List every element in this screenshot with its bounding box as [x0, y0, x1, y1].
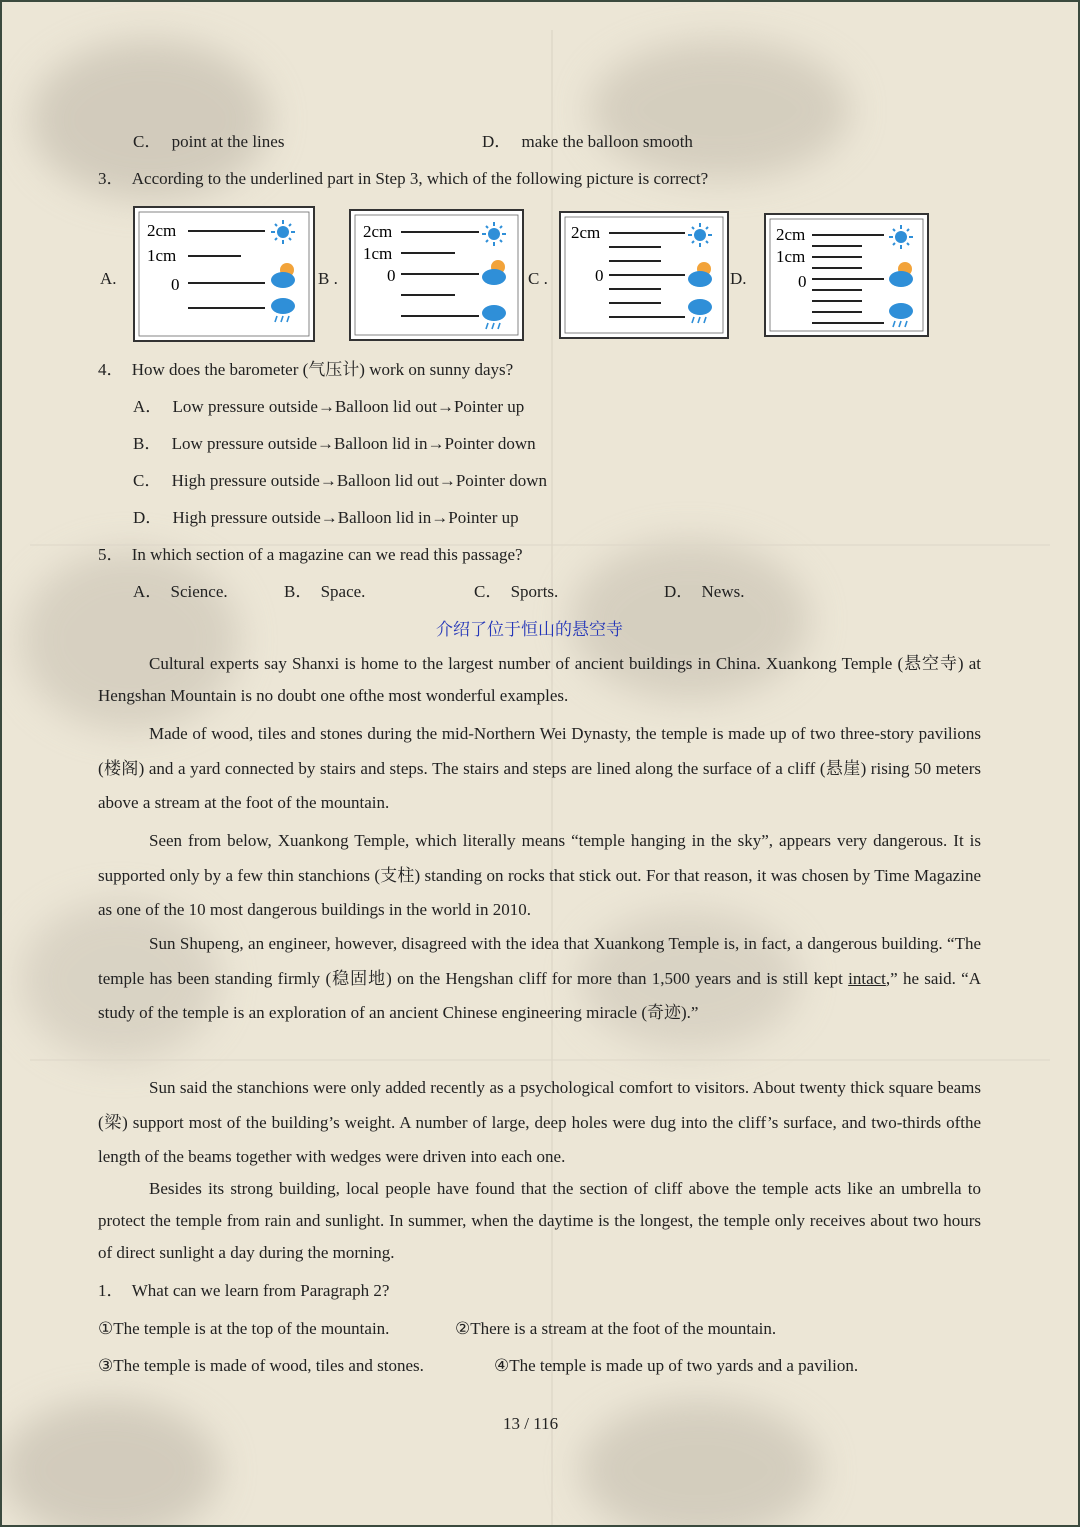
scale-label: 1cm — [776, 247, 806, 266]
question-number: 1． — [98, 1281, 124, 1300]
scale-label: 1cm — [363, 244, 393, 263]
option-text: make the balloon smooth — [521, 132, 693, 151]
q3-option-c-label[interactable]: C . — [528, 269, 548, 288]
passage-question-1 — [98, 1280, 389, 1302]
scale-label: 0 — [171, 275, 180, 294]
option-text: Sports. — [510, 582, 559, 601]
q5-option-d[interactable] — [664, 581, 745, 603]
scale-label: 2cm — [363, 222, 393, 241]
passage-paragraph-2: Made of wood, tiles and stones during the mid-Northern Wei Dynasty, the temple is made up of two three-story pavilions (楼阁) and a yard connected by stairs and steps. The stairs and steps are lined along the surface of a cliff (悬崖) rising 50 meters above a stream at the foot of the mountain. — [98, 724, 981, 812]
q3-picture-a[interactable] — [133, 206, 315, 342]
scale-label: 0 — [595, 266, 604, 285]
option-label: C． — [133, 132, 162, 151]
option-label: A． — [133, 397, 163, 416]
option-text: News. — [701, 582, 745, 601]
option-text: Low pressure outside→Balloon lid in→Pointer down — [171, 434, 536, 453]
option-label: B． — [133, 434, 162, 453]
q4-option-c[interactable] — [133, 470, 547, 492]
paragraph-text: Sun Shupeng, an engineer, however, disagreed with the idea that Xuankong Temple is, in fact, a dangerous building. “The temple has been standing firmly (稳固地) on the Hengshan cliff for more than 1,500 years and is still kept — [98, 934, 981, 988]
passage-paragraph-1: Cultural experts say Shanxi is home to the largest number of ancient buildings in China. Xuankong Temple (悬空寺) at Hengshan Mountain is no doubt one ofthe most wonderful examples. — [98, 654, 981, 705]
question-text: According to the underlined part in Step 3, which of the following picture is correct? — [131, 169, 709, 188]
scale-label: 0 — [387, 266, 396, 285]
option-label: D． — [133, 508, 163, 527]
q2-option-c[interactable] — [133, 131, 284, 153]
paragraph-text: ,” he said. “A study of the temple is an exploration of an ancient Chinese engineering miracle (奇迹).” — [98, 968, 981, 1022]
option-text: High pressure outside→Balloon lid out→Pointer down — [171, 471, 547, 490]
q3-option-d-label[interactable]: D. — [730, 269, 747, 288]
question-number: 4． — [98, 360, 124, 379]
question-text: How does the barometer (气压计) work on sunny days? — [131, 360, 514, 379]
q3-picture-d[interactable] — [764, 213, 929, 337]
question-text: In which section of a magazine can we read this passage? — [131, 545, 523, 564]
passage-heading: 介绍了位于恒山的悬空寺 — [436, 620, 623, 639]
passage-paragraph-3: Seen from below, Xuankong Temple, which literally means “temple hanging in the sky”, appears very dangerous. It is supported only by a few thin stanchions (支柱) standing on rocks that stick out. For that reason, it was chosen by Time Magazine as one of the 10 most dangerous buildings in the world in 2010. — [98, 831, 981, 919]
scale-label: 2cm — [571, 223, 601, 242]
question-4 — [98, 359, 513, 381]
q5-option-b[interactable] — [284, 581, 365, 603]
statement-2: ②There is a stream at the foot of the mountain. — [455, 1319, 777, 1338]
option-text: Space. — [320, 582, 366, 601]
q3-option-b-label[interactable]: B . — [318, 269, 338, 288]
q2-option-d[interactable] — [482, 131, 693, 153]
option-text: Low pressure outside→Balloon lid out→Pointer up — [172, 397, 525, 416]
question-number: 3． — [98, 169, 124, 188]
question-3 — [98, 168, 708, 190]
scale-label: 2cm — [147, 221, 177, 240]
q4-option-a[interactable] — [133, 396, 524, 418]
option-text: Science. — [170, 582, 228, 601]
option-label: A． — [133, 582, 163, 601]
page-number: 13 / 116 — [503, 1414, 559, 1433]
option-label: C． — [133, 471, 162, 490]
option-label: D． — [664, 582, 694, 601]
option-text: High pressure outside→Balloon lid in→Pointer up — [172, 508, 519, 527]
q3-picture-c[interactable] — [559, 211, 729, 339]
statement-4: ④The temple is made up of two yards and a pavilion. — [494, 1356, 859, 1375]
statement-1: ①The temple is at the top of the mountain. — [98, 1319, 390, 1338]
q3-option-a-label[interactable]: A. — [100, 269, 117, 288]
q4-option-d[interactable] — [133, 507, 519, 529]
scale-label: 2cm — [776, 225, 806, 244]
q4-option-b[interactable] — [133, 433, 536, 455]
question-5 — [98, 544, 523, 566]
statement-3: ③The temple is made of wood, tiles and stones. — [98, 1356, 424, 1375]
passage-paragraph-5: Sun said the stanchions were only added recently as a psychological comfort to visitors. About twenty thick square beams (梁) support most of the building’s weight. A number of large, deep holes were dug into the cliff’s surface, and two-thirds ofthe length of the beams together with wedges were driven into each one. — [98, 1078, 981, 1166]
q5-option-a[interactable] — [133, 581, 228, 603]
q5-option-c[interactable] — [474, 581, 558, 603]
question-text: What can we learn from Paragraph 2? — [131, 1281, 390, 1300]
scale-label: 1cm — [147, 246, 177, 265]
question-number: 5． — [98, 545, 124, 564]
q3-picture-b[interactable] — [349, 209, 524, 341]
option-label: C． — [474, 582, 503, 601]
passage-paragraph-6: Besides its strong building, local people have found that the section of cliff above the temple acts like an umbrella to protect the temple from rain and sunlight. In summer, when the daytime is the longest, the temple only receives about two hours of direct sunlight a day during the morning. — [98, 1179, 981, 1262]
option-label: D． — [482, 132, 512, 151]
passage-paragraph-4 — [98, 927, 981, 1031]
scale-label: 0 — [798, 272, 807, 291]
underlined-word: intact — [848, 968, 886, 988]
option-label: B． — [284, 582, 313, 601]
option-text: point at the lines — [171, 132, 285, 151]
